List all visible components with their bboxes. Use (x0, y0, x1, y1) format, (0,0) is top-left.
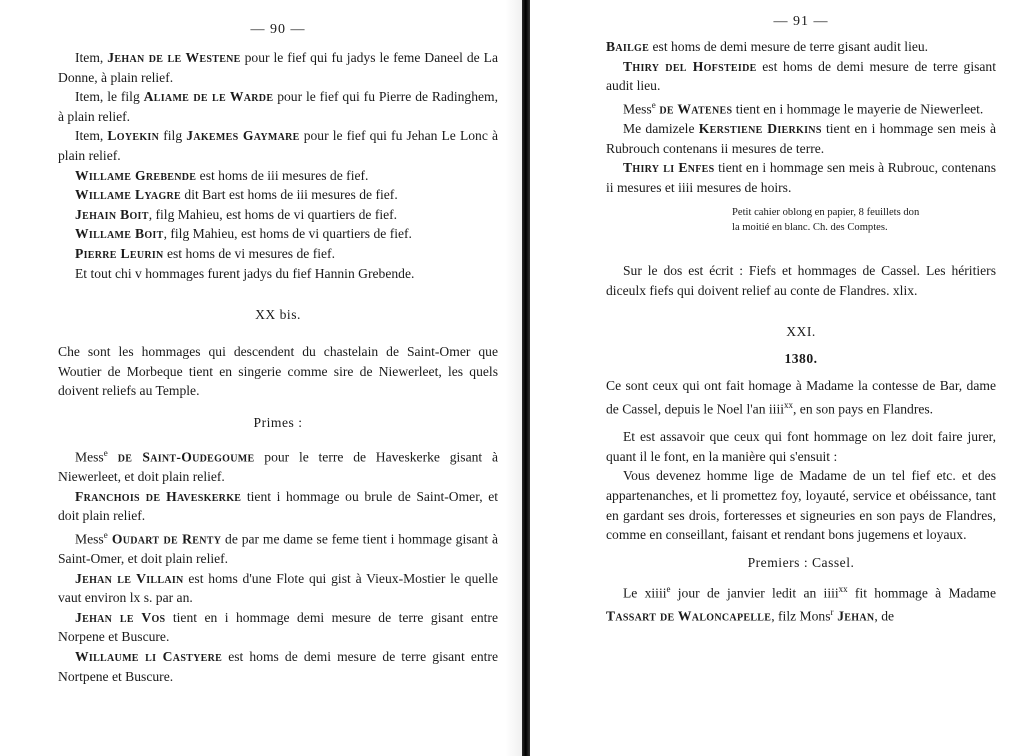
entry: Thiry li Enfes tient en i hommage sen meis à Rubrouc, contenans ii mesures et iiii mesures de hoirs. (606, 160, 997, 195)
entry: Item, le filg Aliame de le Warde pour le fief qui fu Pierre de Radinghem, à plain relief. (58, 89, 498, 124)
entries-list (58, 48, 498, 283)
oath-intro: Et est assavoir que ceux qui font hommage on lez doit faire jurer, quant il le font, en la manière qui s'ensuit : (606, 429, 996, 464)
entry: Mess$^e$ de Watenes tient en i hommage le mayerie de Niewerleet. (623, 99, 984, 117)
entry: Mess$^e$ Oudart de Renty de par me dame se feme tient i hommage gisant à Saint-Omer, et doit plain relief. (58, 529, 499, 566)
entry: Willame Grebende est homs de iii mesures de fief. (75, 167, 369, 183)
entry: Jehan le Villain est homs d'une Flote qui gist à Vieux-Mostier le quelle vaut environ lx s. par an. (58, 570, 499, 606)
entry: Pierre Leurin est homs de vi mesures de fief. (75, 245, 335, 261)
section-title: XX bis. (255, 307, 301, 323)
entry: Mess$^e$ de Saint-Oudegoume pour le terre de Haveskerke gisant à Niewerleet, et doit plain relief. (58, 447, 498, 485)
page-number: — 91 — (773, 14, 829, 29)
entry: Me damizele Kerstiene Dierkins tient en i hommage sen meis à Rubrouch contenans ii mesures de terre. (606, 120, 996, 156)
entry: Thiry del Hofsteide est homs de demi mesure de terre gisant audit lieu. (606, 58, 996, 94)
subheading: Primes : (253, 414, 303, 430)
entry: Item, Loyekin filg Jakemes Gaymare pour le fief qui fu Jehan Le Lonc à plain relief. (58, 128, 498, 163)
entries-list-2 (58, 444, 498, 686)
entry: Le xiiii$^e$ jour de janvier ledit an iiii$^{xx}$ fit hommage à Madame Tassart de Waloncapelle, filz Mons$^r$ Jehan, de (606, 583, 997, 624)
entry: Jehain Boit, filg Mahieu, est homs de vi quartiers de fief. (75, 206, 398, 222)
entry: Bailge est homs de demi mesure de terre gisant audit lieu. (606, 39, 929, 54)
entry: Jehan le Vos tient en i hommage demi mesure de terre gisant entre Norpene et Buscure. (58, 609, 498, 645)
oath-text: Vous devenez homme lige de Madame de un tel fief etc. et des appartenanches, et li promettez foy, loyauté, service et obéissance, tant en gardant ses drois, forteresses et signeuries en son pays de Flandres, comme en conseillant, faisant et rendant bons jugemens et loyaux. (606, 468, 996, 543)
section-intro: Che sont les hommages qui descendent du chastelain de Saint-Omer que Woutier de Morbeque tient en singerie comme sire de Niewerleet, les quels doivent reliefs au Temple. (58, 344, 498, 399)
section-year: 1380. (784, 351, 818, 367)
book-gutter (522, 0, 530, 756)
entry: Willaume li Castyere est homs de demi mesure de terre gisant entre Nortpene et Buscure. (58, 648, 498, 684)
entry: Et tout chi v hommages furent jadys du fief Hannin Grebende. (75, 265, 415, 281)
section-title: XXI. (786, 324, 816, 340)
entry: Willame Boit, filg Mahieu, est homs de vi quartiers de fief. (75, 226, 412, 242)
right-page (530, 0, 1024, 756)
back-note: Sur le dos est écrit : Fiefs et hommages de Cassel. Les héritiers diceulx fiefs qui doivent relief au conte de Flandres. xlix. (606, 263, 996, 298)
source-note: Petit cahier oblong en papier, 8 feuillets don la moitié en blanc. Ch. des Comptes. (732, 207, 920, 234)
entry: Item, Jehan de le Westene pour le fief qui fu jadys le feme Daneel de La Donne, à plain relief. (58, 50, 498, 85)
page-number: — 90 — (250, 22, 306, 37)
subheading: Premiers : Cassel. (747, 554, 855, 570)
entry: Franchois de Haveskerke tient i hommage ou brule de Saint-Omer, et doit plain relief. (58, 488, 498, 524)
entries-list (606, 37, 996, 197)
entry: Willame Lyagre dit Bart est homs de iii mesures de fief. (75, 187, 398, 203)
section-intro: Ce sont ceux qui ont fait homage à Madame la contesse de Bar, dame de Cassel, depuis le Noel l'an iiii$^{xx}$, en son pays en Flandres. (606, 378, 996, 417)
